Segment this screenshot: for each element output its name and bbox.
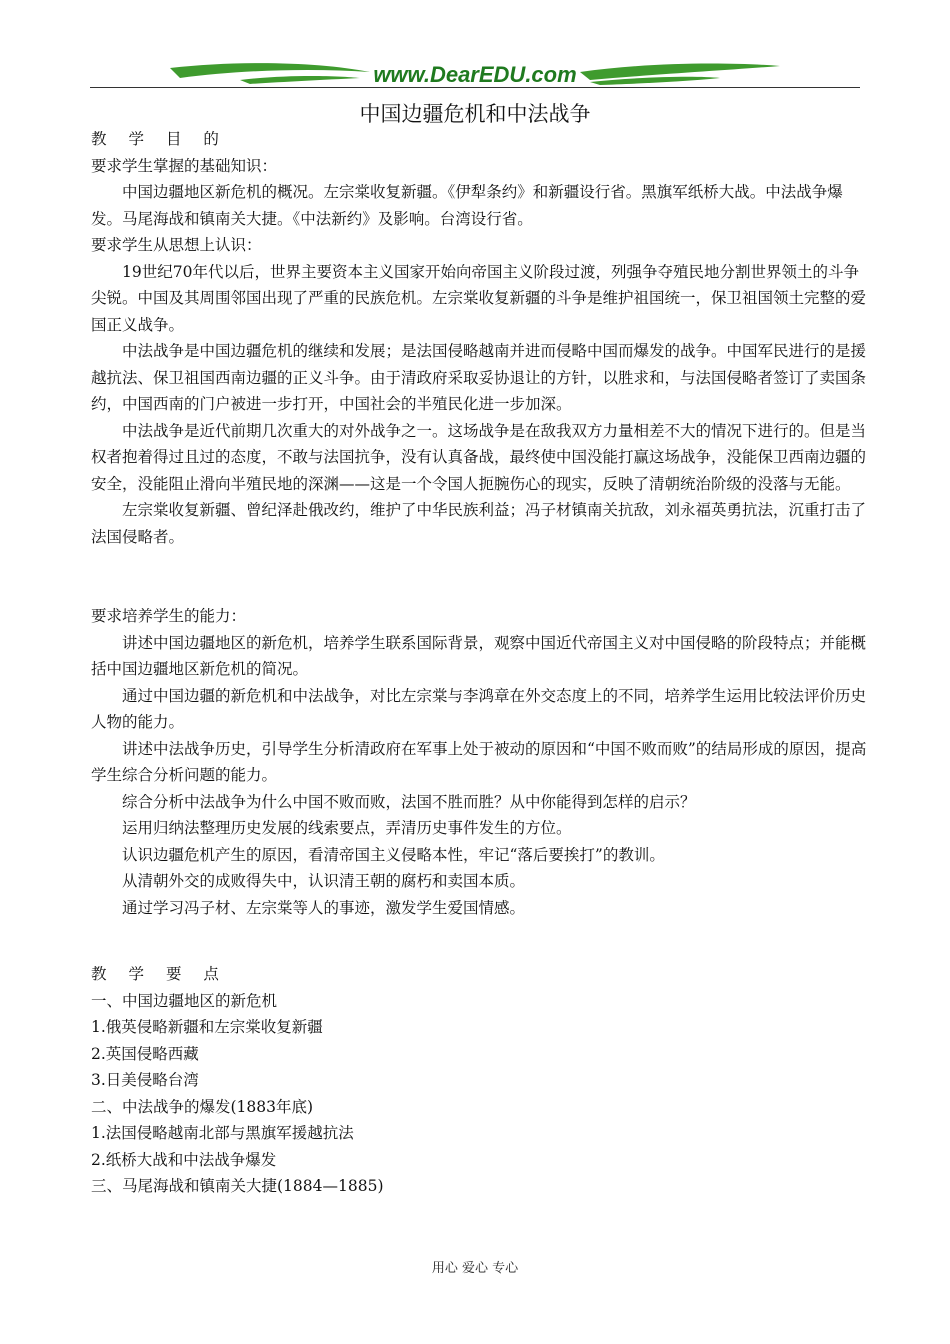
document-body	[91, 126, 871, 1200]
left-swoosh-icon	[170, 63, 370, 78]
ability-paragraph: 讲述中法战争历史，引导学生分析清政府在军事上处于被动的原因和“中国不败而败”的结局形成的原因，提高学生综合分析问题的能力。	[91, 739, 867, 784]
knowledge-paragraph: 中国边疆地区新危机的概况。左宗棠收复新疆。《伊犁条约》和新疆设行省。黑旗军纸桥大战。中法战争爆发。马尾海战和镇南关大捷。《中法新约》及影响。台湾设行省。	[91, 183, 843, 228]
section-heading-key-points: 教 学 要 点	[91, 965, 228, 983]
site-logo-text: www.DearEDU.com	[373, 62, 577, 87]
section-heading-objectives: 教 学 目 的	[91, 130, 228, 148]
outline-item: 2.纸桥大战和中法战争爆发	[91, 1150, 277, 1169]
outline-item: 三、马尾海战和镇南关大捷(1884—1885)	[91, 1177, 384, 1195]
left-swoosh-tail-icon	[240, 76, 360, 84]
outline-item: 1.俄英侵略新疆和左宗棠收复新疆	[91, 1018, 323, 1036]
ability-paragraph: 综合分析中法战争为什么中国不败而败，法国不胜而胜？从中你能得到怎样的启示？	[122, 792, 696, 811]
ability-paragraph: 讲述中国边疆地区的新危机，培养学生联系国际背景，观察中国近代帝国主义对中国侵略的阶段特点；并能概括中国边疆地区新危机的简况。	[91, 633, 867, 678]
ability-paragraph: 运用归纳法整理历史发展的线索要点，弄清历史事件发生的方位。	[122, 819, 572, 837]
blank-spacer	[91, 921, 871, 961]
thought-paragraph: 19世纪70年代以后，世界主要资本主义国家开始向帝国主义阶段过渡，列强争夺殖民地分割世界领土的斗争尖锐。中国及其周围邻国出现了严重的民族危机。左宗棠收复新疆的斗争是维护祖国统一，保卫祖国领土完整的爱国正义战争。	[91, 262, 867, 334]
outline-item: 一、中国边疆地区的新危机	[91, 991, 278, 1010]
thought-paragraph: 左宗棠收复新疆、曾纪泽赴俄改约，维护了中华民族利益；冯子材镇南关抗敌，刘永福英勇抗法，沉重打击了法国侵略者。	[91, 501, 867, 546]
ability-paragraph: 通过中国边疆的新危机和中法战争，对比左宗棠与李鸿章在外交态度上的不同，培养学生运用比较法评价历史人物的能力。	[91, 686, 867, 731]
thought-paragraph: 中法战争是中国边疆危机的继续和发展；是法国侵略越南并进而侵略中国而爆发的战争。中国军民进行的是援越抗法、保卫祖国西南边疆的正义斗争。由于清政府采取妥协退让的方针，以胜求和，与法国侵略者签订了卖国条约，中国西南的门户被进一步打开，中国社会的半殖民化进一步加深。	[91, 342, 867, 413]
ability-label: 要求培养学生的能力：	[91, 607, 247, 625]
outline-item: 2.英国侵略西藏	[91, 1044, 199, 1063]
knowledge-label: 要求学生掌握的基础知识：	[91, 156, 278, 175]
ability-paragraph: 认识边疆危机产生的原因，看清帝国主义侵略本性，牢记“落后要挨打”的教训。	[122, 845, 665, 864]
document-title: 中国边疆危机和中法战争	[359, 102, 591, 126]
site-header-banner	[90, 54, 860, 94]
outline-item: 1.法国侵略越南北部与黑旗军援越抗法	[91, 1124, 354, 1142]
header-divider	[90, 87, 860, 88]
ability-paragraph: 从清朝外交的成败得失中，认识清王朝的腐朽和卖国本质。	[122, 872, 526, 890]
outline-item: 3.日美侵略台湾	[91, 1071, 199, 1089]
thought-label: 要求学生从思想上认识：	[91, 236, 262, 254]
blank-spacer	[91, 550, 871, 603]
outline-item: 二、中法战争的爆发(1883年底)	[91, 1097, 314, 1116]
ability-paragraph: 通过学习冯子材、左宗棠等人的事迹，激发学生爱国情感。	[122, 898, 526, 917]
thought-paragraph: 中法战争是近代前期几次重大的对外战争之一。这场战争是在敌我双方力量相差不大的情况下进行的。但是当权者抱着得过且过的态度，不敢与法国抗争，没有认真备战，最终使中国没能打赢这场战争，没能保卫西南边疆的安全，没能阻止滑向半殖民地的深渊——这是一个令国人扼腕伤心的现实，反映了清朝统治阶级的没落与无能。	[91, 421, 867, 493]
page-footer: 用心 爱心 专心	[431, 1261, 519, 1276]
